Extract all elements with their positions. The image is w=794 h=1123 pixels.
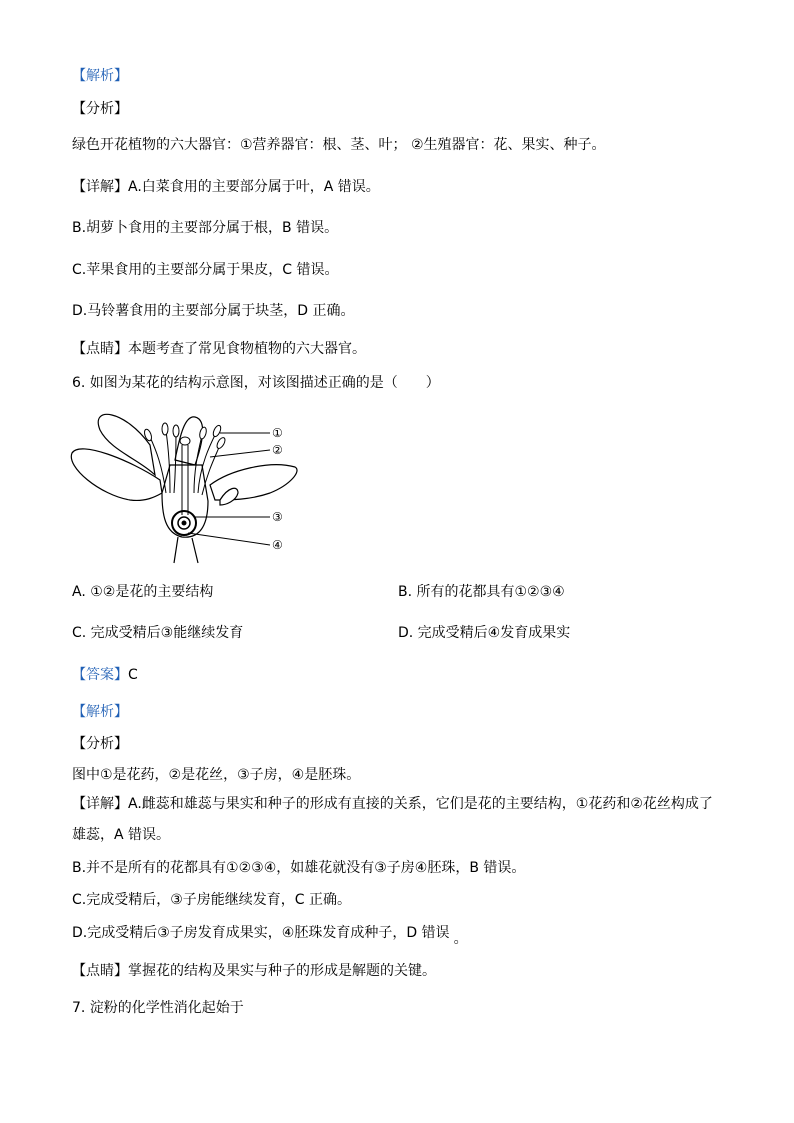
xiangjie-line-d: D.马铃薯食用的主要部分属于块茎，D 正确。 xyxy=(72,303,355,319)
q6-line-d-end: 。 xyxy=(453,931,468,947)
q6-xiangjie-line-a1 xyxy=(72,794,713,814)
q6-dianjing-line xyxy=(72,961,436,981)
question-7-stem: 7. 淀粉的化学性消化起始于 xyxy=(72,1000,244,1016)
figure-label-3: ③ xyxy=(272,510,283,524)
xiangjie-a: A.白菜食用的主要部分属于叶，A 错误。 xyxy=(128,179,380,195)
question-6-stem: 6. 如图为某花的结构示意图，对该图描述正确的是（ ） xyxy=(72,375,440,391)
xiangjie-line-c: C.苹果食用的主要部分属于果皮，C 错误。 xyxy=(72,262,339,278)
option-d: D. 完成受精后④发育成果实 xyxy=(398,625,571,641)
figure-label-1: ① xyxy=(272,426,283,440)
dianjing-tag: 【点睛】 xyxy=(72,341,128,357)
xiangjie-line-b: B.胡萝卜食用的主要部分属于根，B 错误。 xyxy=(72,220,339,236)
flower-diagram xyxy=(70,405,302,565)
q6-dianjing-text: 掌握花的结构及果实与种子的形成是解题的关键。 xyxy=(128,963,436,979)
q6-xiangjie-tag: 【详解】 xyxy=(72,796,128,812)
fenxi-text: 绿色开花植物的六大器官：①营养器官：根、茎、叶； ②生殖器官：花、果实、种子。 xyxy=(72,137,606,153)
q6-xiangjie-line-c: C.完成受精后，③子房能继续发育，C 正确。 xyxy=(72,892,352,908)
answer-tag: 【答案】 xyxy=(72,667,128,683)
ovary-wall xyxy=(162,465,208,537)
flower-structure-figure xyxy=(70,405,302,565)
jiexi-tag: 【解析】 xyxy=(72,68,128,84)
option-a: A. ①②是花的主要结构 xyxy=(72,584,214,600)
answer-line xyxy=(72,665,138,685)
q6-line-d-text: D.完成受精后③子房发育成果实，④胚珠发育成种子，D 错误 xyxy=(72,925,450,941)
xiangjie-line-a xyxy=(72,177,380,197)
leader-line-2 xyxy=(210,450,270,457)
q6-xiangjie-line-b: B.并不是所有的花都具有①②③④，如雄花就没有③子房④胚珠，B 错误。 xyxy=(72,860,526,876)
q6-xiangjie-line-a2: 雄蕊，A 错误。 xyxy=(72,827,171,843)
leader-line-4 xyxy=(188,533,270,545)
dianjing-text: 本题考查了常见食物植物的六大器官。 xyxy=(128,341,366,357)
q6-dianjing-tag: 【点睛】 xyxy=(72,963,128,979)
option-b: B. 所有的花都具有①②③④ xyxy=(398,584,565,600)
answer-value: C xyxy=(128,667,138,683)
q6-xiangjie-line-d xyxy=(72,923,468,947)
xiangjie-tag: 【详解】 xyxy=(72,179,128,195)
q6-xiangjie-a1: A.雌蕊和雄蕊与果实和种子的形成有直接的关系，它们是花的主要结构，①花药和②花丝构成了 xyxy=(128,796,713,812)
q6-jiexi-tag: 【解析】 xyxy=(72,704,128,720)
q6-fenxi-text: 图中①是花药，②是花丝，③子房，④是胚珠。 xyxy=(72,767,361,783)
option-c: C. 完成受精后③能继续发育 xyxy=(72,625,244,641)
figure-label-4: ④ xyxy=(272,538,283,552)
q6-fenxi-tag: 【分析】 xyxy=(72,736,128,752)
fenxi-tag: 【分析】 xyxy=(72,101,128,117)
dianjing-line xyxy=(72,339,366,359)
figure-label-2: ② xyxy=(272,443,283,457)
